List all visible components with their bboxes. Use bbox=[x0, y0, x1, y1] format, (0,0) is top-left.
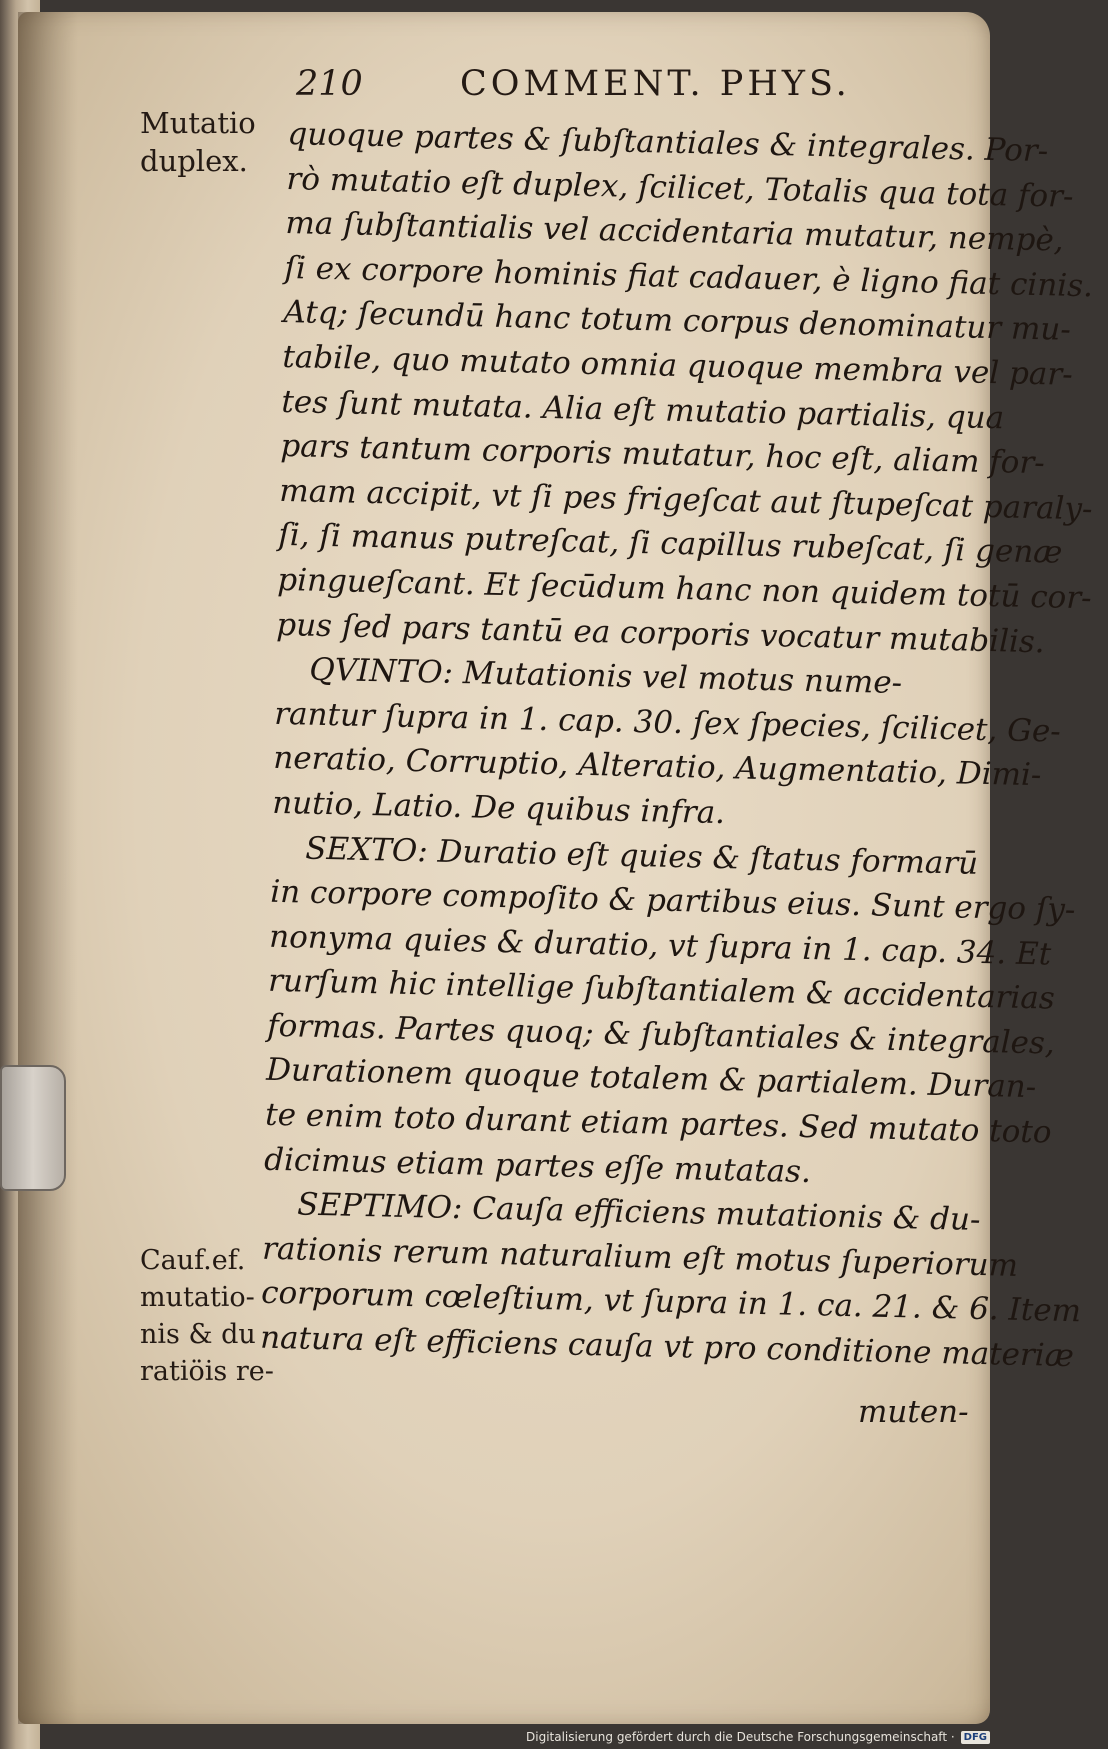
page-number: 210 bbox=[296, 64, 363, 104]
text-line: rantur ſupra in 1. cap. 30. ſex ſpecies, ſcilicet, Ge- bbox=[273, 695, 1062, 750]
margin-note-line: nis & du bbox=[140, 1319, 256, 1350]
footer-text: Digitalisierung gefördert durch die Deutsche Forschungsgemeinschaft · bbox=[526, 1730, 955, 1744]
text-line: corporum cœleſtium, vt ſupra in 1. ca. 21. & 6. Item bbox=[260, 1275, 1082, 1330]
digitization-footer bbox=[526, 1728, 990, 1746]
text-line: Atq; ſecundū hanc totum corpus denominatur mu- bbox=[283, 294, 1072, 349]
margin-note-mutatio-duplex bbox=[140, 104, 290, 180]
text-line: pars tantum corporis mutatur, hoc eſt, aliam for- bbox=[280, 428, 1046, 482]
margin-note-line: Cauf.ef. bbox=[140, 1245, 246, 1276]
text-line: formas. Partes quoq; & ſubſtantiales & integrales, bbox=[266, 1007, 1056, 1062]
text-line: quoque partes & ſubſtantiales & integrales. Por- bbox=[287, 115, 1049, 170]
margin-note-line: Mutatio bbox=[140, 106, 256, 140]
text-line: nonyma quies & duratio, vt ſupra in 1. cap. 34. Et bbox=[268, 918, 1052, 973]
margin-note-line: ratiöis re- bbox=[140, 1356, 274, 1387]
text-line: dicimus etiam partes eſſe mutatas. bbox=[263, 1141, 812, 1190]
catchword: muten- bbox=[858, 1394, 969, 1430]
margin-note-line: mutatio- bbox=[140, 1282, 255, 1313]
text-line: rurſum hic intellige ſubſtantialem & accidentarias bbox=[267, 963, 1056, 1017]
text-line: tabile, quo mutato omnia quoque membra vel par- bbox=[282, 338, 1074, 393]
text-line: rationis rerum naturalium eſt motus ſuperiorum bbox=[261, 1230, 1019, 1284]
text-line: te enim toto durant etiam partes. Sed mutato toto bbox=[264, 1096, 1052, 1151]
body-text bbox=[259, 112, 1094, 1376]
text-line: neratio, Corruptio, Alteratio, Augmentatio, Dimi- bbox=[272, 740, 1042, 794]
text-line: SEXTO: Duratio eſt quies & ſtatus formarū bbox=[304, 830, 979, 882]
text-line: ma ſubſtantialis vel accidentaria mutatur, nempè, bbox=[285, 205, 1065, 259]
book-clasp bbox=[0, 1065, 66, 1191]
text-line: ſi, ſi manus putreſcat, ſi capillus rubeſcat, ſi genæ bbox=[277, 517, 1063, 572]
running-title: COMMENT. PHYS. bbox=[460, 64, 851, 104]
text-line: QVINTO: Mutationis vel motus nume- bbox=[308, 651, 903, 702]
margin-note-line: duplex. bbox=[140, 144, 248, 178]
text-line: Durationem quoque totalem & partialem. Duran- bbox=[265, 1052, 1037, 1106]
text-line: nutio, Latio. De quibus infra. bbox=[271, 784, 726, 831]
text-line: pingueſcant. Et ſecūdum hanc non quidem totū cor- bbox=[276, 561, 1093, 617]
text-line: in corpore compoſito & partibus eius. Sunt ergo ſy- bbox=[269, 873, 1076, 929]
text-line: rò mutatio eſt duplex, ſcilicet, Totalis qua tota for- bbox=[286, 160, 1074, 215]
text-line: natura eſt efficiens cauſa vt pro conditione materiæ bbox=[259, 1319, 1075, 1375]
text-line: tes ſunt mutata. Alia eſt mutatio partialis, qua bbox=[281, 383, 1005, 436]
text-line: SEPTIMO: Cauſa efficiens mutationis & du- bbox=[296, 1186, 981, 1239]
text-line: pus ſed pars tantū ea corporis vocatur mutabilis. bbox=[275, 606, 1046, 660]
binding-shadow bbox=[18, 12, 78, 1724]
text-line: ſi ex corpore hominis fiat cadauer, è ligno fiat cinis. bbox=[284, 249, 1094, 305]
dfg-logo-icon: DFG bbox=[961, 1731, 990, 1744]
text-line: mam accipit, vt ſi pes frigeſcat aut ſtupeſcat paraly- bbox=[278, 472, 1093, 528]
page-header bbox=[296, 64, 856, 108]
